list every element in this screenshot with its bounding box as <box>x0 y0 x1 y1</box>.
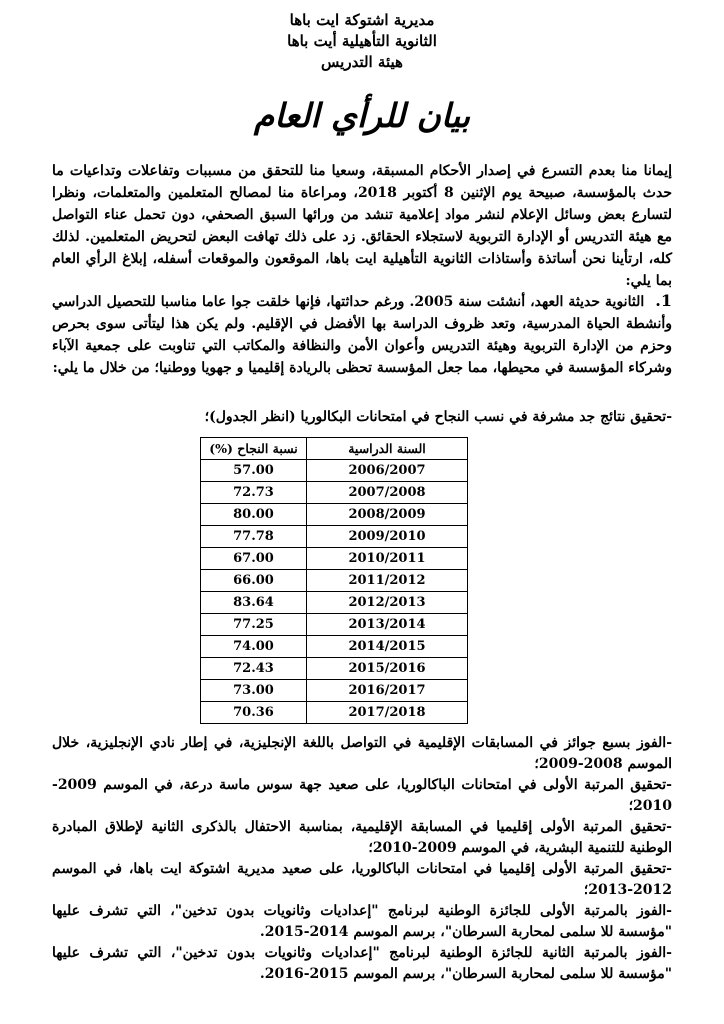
table-row <box>201 504 468 526</box>
table-row <box>201 460 468 482</box>
table-intro-line: -تحقيق نتائج جد مشرفة في نسب النجاح في امتحانات البكالوريا (انظر الجدول)؛ <box>204 409 672 425</box>
achievement-item: -الفوز بالمرتبة الأولى للجائزة الوطنية لبرنامج "إعداديات وثانويات بدون تدخين"، التي تشرف عليها "مؤسسة للا سلمى لمحاربة السرطان"، برسم الموسم 2014-2015. <box>52 903 672 940</box>
point-number: 1. <box>655 291 672 310</box>
table-row <box>201 702 468 724</box>
rate-cell: 72.43 <box>201 658 307 680</box>
achievement-item: -تحقيق المرتبة الأولى إقليميا في امتحانات الباكالوريا، على صعيد مديرية اشتوكة ايت باها، في الموسم 2012-2013؛ <box>52 861 672 898</box>
rate-cell: 77.78 <box>201 526 307 548</box>
rate-cell: 73.00 <box>201 680 307 702</box>
table-row <box>201 570 468 592</box>
year-cell: 2010/2011 <box>307 548 468 570</box>
rate-cell: 66.00 <box>201 570 307 592</box>
document-header <box>0 10 724 73</box>
table-row <box>201 636 468 658</box>
achievement-item: -تحقيق المرتبة الأولى إقليميا في المسابقة الإقليمية، بمناسبة الاحتفال بالذكرى الثانية لإطلاق المبادرة الوطنية للتنمية البشرية، في الموسم 2009-2010؛ <box>52 819 672 856</box>
body-name: هيئة التدريس <box>321 53 403 71</box>
year-cell: 2016/2017 <box>307 680 468 702</box>
year-cell: 2006/2007 <box>307 460 468 482</box>
achievement-item: -تحقيق المرتبة الأولى في امتحانات الباكالوريا، على صعيد جهة سوس ماسة درعة، في الموسم 2009-2010؛ <box>52 777 672 814</box>
rate-cell: 80.00 <box>201 504 307 526</box>
table-row <box>201 482 468 504</box>
column-header-rate: نسبة النجاح (%) <box>201 438 307 460</box>
rate-cell: 70.36 <box>201 702 307 724</box>
table-row <box>201 680 468 702</box>
intro-paragraph: إيمانا منا بعدم التسرع في إصدار الأحكام المسبقة، وسعيا منا للتحقق من مسببات وتفاعلات وتداعيات ما حدث بالمؤسسة، صبيحة يوم الإثنين 8 أكتوبر 2018، ومراعاة منا لمصالح المتعلمين والمتعلمات، ونظرا لتسارع بعض وسائل الإعلام لنشر مواد إعلامية تنشد من ورائها السبق الصحفي، دون تحمل عناء التواصل مع هيئة التدريس أو الإدارة التربوية لاستجلاء الحقائق. زد على ذلك تهافت البعض لتحريض المتعلمين. لذلك كله، ارتأينا نحن أساتذة وأستاذات الثانوية التأهيلية ايت باها، الموقعون والموقعات أسفله، إبلاغ الرأي العام بما يلي: <box>52 163 672 289</box>
year-cell: 2007/2008 <box>307 482 468 504</box>
rate-cell: 57.00 <box>201 460 307 482</box>
rate-cell: 83.64 <box>201 592 307 614</box>
rate-cell: 77.25 <box>201 614 307 636</box>
year-cell: 2014/2015 <box>307 636 468 658</box>
achievement-item: -الفوز بالمرتبة الثانية للجائزة الوطنية لبرنامج "إعداديات وثانويات بدون تدخين"، التي تشرف عليها "مؤسسة للا سلمى لمحاربة السرطان"، برسم الموسم 2015-2016. <box>52 945 672 982</box>
school-name: الثانوية التأهيلية أيت باها <box>287 32 437 50</box>
table-row <box>201 548 468 570</box>
year-cell: 2013/2014 <box>307 614 468 636</box>
rate-cell: 74.00 <box>201 636 307 658</box>
point-text: الثانوية حديثة العهد، أنشئت سنة 2005. ورغم حداثتها، فإنها خلقت جوا عاما مناسبا للتحصيل الدراسي وأنشطة الحياة المدرسية، وتعد ظروف الدراسة بها الأفضل في الإقليم. ولم يكن هذا ليتأتى سوى بحرص وحزم من الإدارة التربوية وهيئة التدريس وأعوان الأمن والنظافة والمكاتب التي تناوبت على جمعية الآباء وشركاء المؤسسة في محيطها، مما جعل المؤسسة تحظى بالريادة إقليميا و جهويا ووطنيا؛ من خلال ما يلي: <box>52 294 672 376</box>
year-cell: 2017/2018 <box>307 702 468 724</box>
document-title: بيان للرأي العام <box>253 96 471 135</box>
table-row <box>201 592 468 614</box>
achievement-item: -الفوز بسبع جوائز في المسابقات الإقليمية في التواصل باللغة الإنجليزية، في إطار نادي الإنجليزية، خلال الموسم 2008-2009؛ <box>52 735 672 772</box>
bac-results-table <box>200 437 468 724</box>
table-row <box>201 614 468 636</box>
table-row <box>201 526 468 548</box>
rate-cell: 67.00 <box>201 548 307 570</box>
year-cell: 2011/2012 <box>307 570 468 592</box>
directorate-name: مديرية اشتوكة ايت باها <box>289 11 435 29</box>
column-header-year: السنة الدراسية <box>307 438 468 460</box>
point-1-paragraph <box>52 290 672 379</box>
achievements-list <box>52 733 672 985</box>
table-row <box>201 658 468 680</box>
year-cell: 2012/2013 <box>307 592 468 614</box>
rate-cell: 72.73 <box>201 482 307 504</box>
year-cell: 2015/2016 <box>307 658 468 680</box>
table-header-row <box>201 438 468 460</box>
year-cell: 2009/2010 <box>307 526 468 548</box>
year-cell: 2008/2009 <box>307 504 468 526</box>
